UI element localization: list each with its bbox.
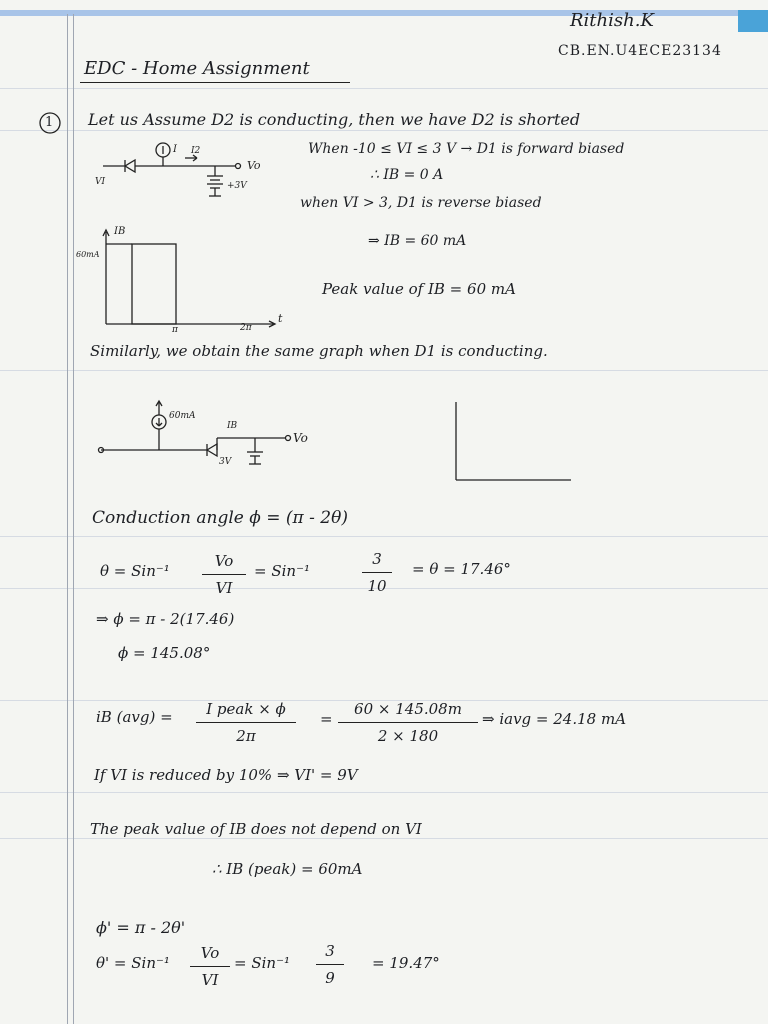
- margin-line: [67, 14, 68, 1024]
- pi-tick-label: π: [172, 325, 178, 335]
- ruled-line: [0, 792, 768, 793]
- text-line: when VI > 3, D1 is reverse biased: [300, 195, 542, 211]
- t-axis-label: t: [278, 312, 283, 325]
- two-pi-tick-label: 2π: [240, 323, 252, 333]
- ib-vs-t-graph: [76, 224, 286, 334]
- ib-axis-label: IB: [114, 226, 126, 237]
- text-line: iB (avg) =: [96, 708, 173, 726]
- text-line: If VI is reduced by 10% ⇒ VI' = 9V: [94, 766, 358, 784]
- empty-graph-axes: [453, 400, 573, 480]
- vo-label: Vo: [293, 431, 308, 445]
- page-corner-tab: [738, 10, 768, 32]
- text-line: Conduction angle ϕ = (π - 2θ): [92, 508, 348, 528]
- text-line: = Sin⁻¹: [254, 562, 311, 580]
- text-line: =: [320, 710, 333, 728]
- fraction: 3 10: [362, 550, 392, 595]
- ruled-line: [0, 130, 768, 131]
- current-label-2: I2: [191, 146, 201, 156]
- ruled-line: [0, 536, 768, 537]
- circuit-diagram-2: [95, 398, 325, 473]
- text-line: ∴ IB = 0 A: [370, 167, 444, 183]
- text-line: Peak value of IB = 60 mA: [322, 280, 516, 298]
- margin-line: [73, 14, 74, 1024]
- ruled-line: [0, 88, 768, 89]
- fraction: I peak × ϕ 2π: [196, 700, 296, 745]
- vi-label: VI: [95, 177, 106, 187]
- current-label: I: [173, 144, 177, 155]
- text-line: Similarly, we obtain the same graph when D1 is conducting.: [90, 342, 548, 360]
- ib-label: IB: [227, 421, 238, 431]
- question-number: 1: [45, 115, 54, 130]
- source-current-label: 60mA: [169, 411, 196, 421]
- text-line: = Sin⁻¹: [234, 954, 291, 972]
- text-line: θ' = Sin⁻¹: [96, 954, 170, 972]
- iavg-result: ⇒ iavg = 24.18 mA: [482, 710, 627, 728]
- circuit-diagram-1: [95, 138, 285, 208]
- ruled-line: [0, 370, 768, 371]
- roll-number: CB.EN.U4ECE23134: [558, 43, 722, 59]
- text-line: When -10 ≤ VI ≤ 3 V → D1 is forward biased: [308, 141, 625, 157]
- title-underline: [80, 82, 350, 83]
- student-name: Rithish.K: [570, 10, 654, 31]
- ruled-line: [0, 838, 768, 839]
- text-line: ⇒ ϕ = π - 2(17.46): [96, 610, 235, 628]
- fraction: Vo VI: [190, 944, 230, 989]
- text-line: ⇒ IB = 60 mA: [368, 233, 467, 249]
- theta-prime-result: = 19.47°: [372, 954, 440, 972]
- fraction: 3 9: [316, 942, 344, 987]
- vo-label: Vo: [247, 159, 261, 172]
- theta-result: = θ = 17.46°: [412, 560, 511, 578]
- three-volt-label: +3V: [227, 181, 247, 191]
- three-volt-label: 3V: [219, 457, 232, 467]
- phi-result: ϕ = 145.08°: [118, 644, 211, 662]
- text-line: ϕ' = π - 2θ': [96, 918, 186, 937]
- fraction: Vo VI: [202, 552, 246, 597]
- text-line: Let us Assume D2 is conducting, then we have D2 is shorted: [88, 110, 581, 129]
- text-line: ∴ IB (peak) = 60mA: [212, 860, 363, 878]
- fraction: 60 × 145.08m 2 × 180: [338, 700, 478, 745]
- text-line: θ = Sin⁻¹: [100, 562, 170, 580]
- page-title: EDC - Home Assignment: [84, 58, 310, 79]
- peak-label: 60mA: [76, 250, 100, 259]
- text-line: The peak value of IB does not depend on VI: [90, 820, 422, 838]
